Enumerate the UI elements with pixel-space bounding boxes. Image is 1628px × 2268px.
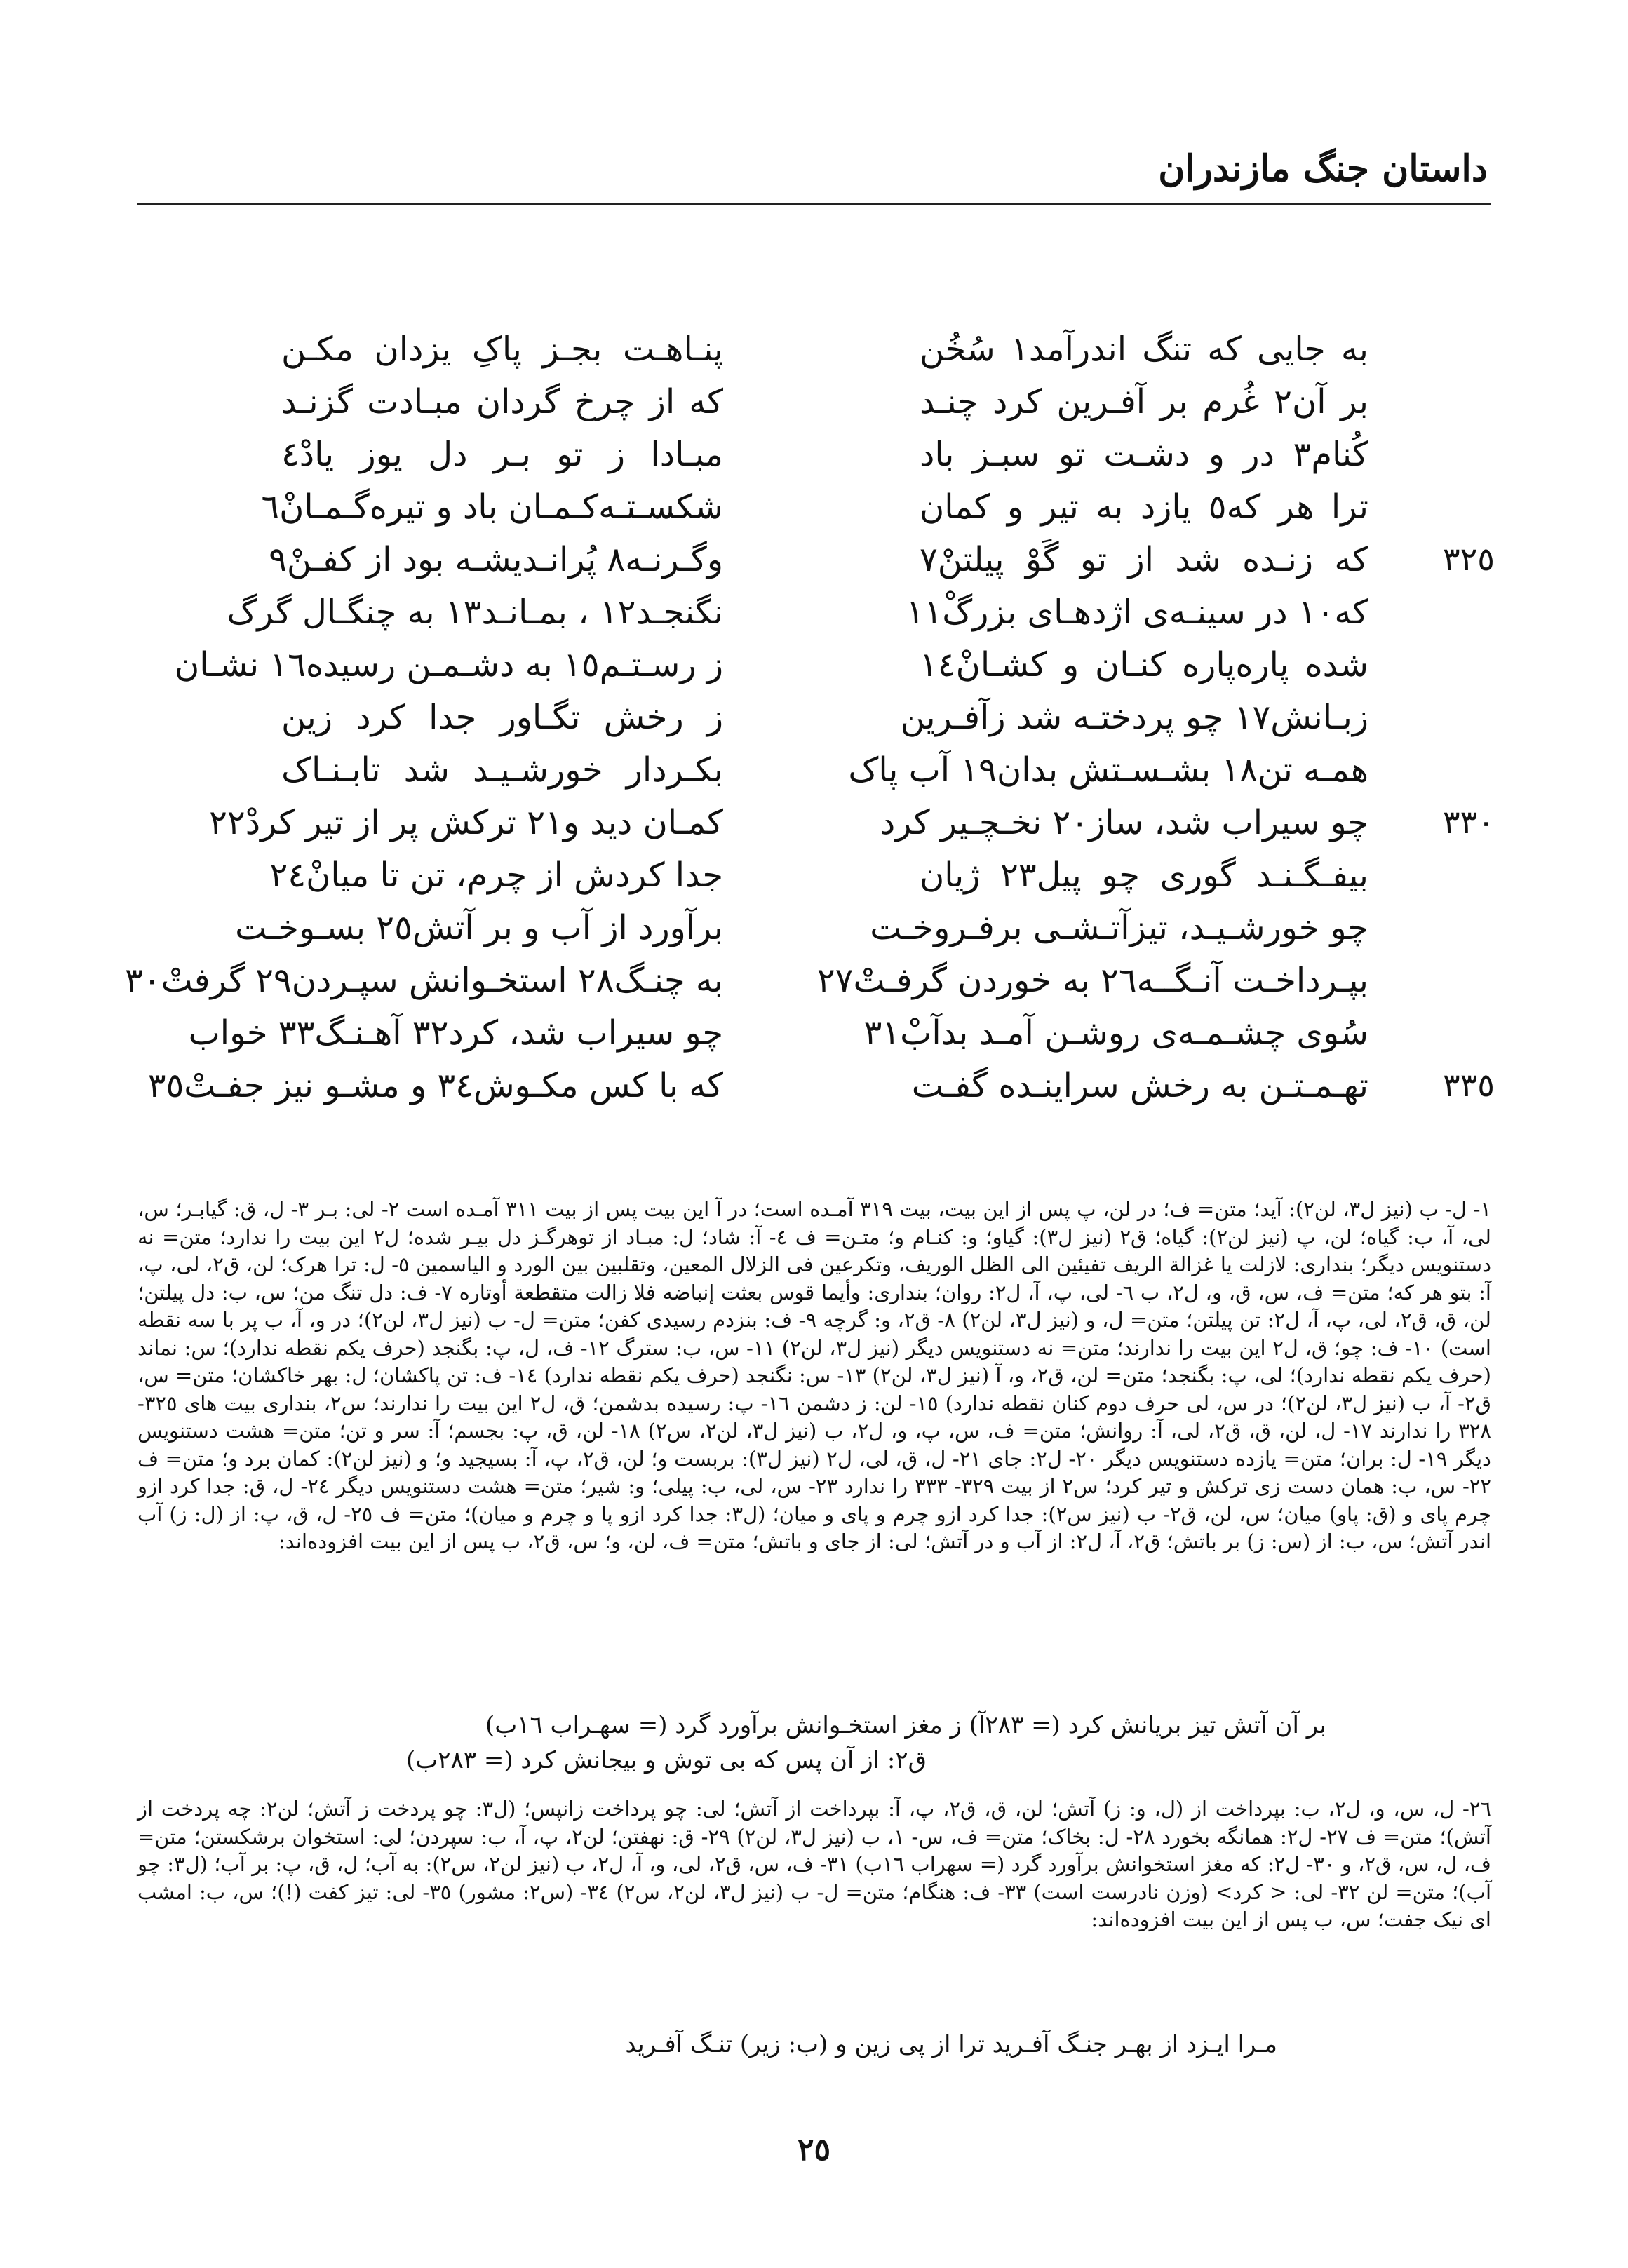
hemistich-second: وگـرنـه٨ پُرانـدیشـه بود از کفـنْ٩	[269, 540, 723, 579]
verse	[162, 698, 1495, 748]
hemistich-first: بر آن٢ غُرم بر آفـرین کرد چنـد	[920, 382, 1368, 421]
hemistich-second: به چنـگ٢٨ استخـوانش سپـردن٢٩ گرفتْ٣٠	[124, 961, 723, 1000]
hemistich-second: نگنجـد١٢ ، بمـانـد١٣ به چنگـال گرگ	[227, 593, 723, 632]
hemistich-first: بیفـگـنـد گوری چو پیل٢٣ ژیان	[920, 856, 1368, 895]
hemistich-second: پنـاهـت بجـز پاکِ یزدان مکـن	[281, 330, 723, 369]
verse	[162, 803, 1495, 853]
verse	[162, 330, 1495, 380]
hemistich-second: مبـادا ز تو بـر دل یوز یادْ٤	[281, 435, 723, 474]
footnotes-block-1: ١- ل- ب (نیز ل٣، لن٢): آید؛ متن= ف؛ در لن، پ پس از این بیت، بیت ٣١٩ آمـده است؛ در آ این بیت پس از بیت ٣١١ آمـده است ٢- لی: بـر ٣- ل، ق: گیابـر؛ س، لی، آ، ب: گیاه؛ لن، پ (نیز لن٢): گیاه؛ ق٢ (نیز ل٣): گیاو؛ و: کنـام و؛ متـن= ف ٤- آ: شاد؛ ل: مبـاد از توهرگـز دل بیـر شده؛ ل٢ این بیت را ندارد؛ متن= نه دستنویس دیگر؛ بنداری: لازلت یا غزالة الریف تفیئین الی الظل الوریف، وتکرعین فی الزلال المعین، وتقلبین بین الورد و الیاسمین ٥- ل: ترا هرک؛ لن، ق٢، لی، پ، آ: بتو هر که؛ متن= ف، س، ق، و، ل٢، ب ٦- لی، پ، آ، ل٢: روان؛ بنداری: وأیما قوس بعثت إنباضه فلا زالت متقطعة أوتاره ٧- ف: دل تنگ من؛ س، ب: دل پیلتن؛ لن، ق، ق٢، لی، پ، آ، ل٢: تن پیلتن؛ متن= ل، و (نیز ل٣، لن٢) ٨- ق٢، و: گرچه ٩- ف: بنزدم رسیدی کفن؛ متن= ل- ب (نیز ل٣، لن٢)؛ در و، آ، ب پر با سه نقطه است) ١٠- ف: چو؛ ق، ل٢ این بیت را ندارند؛ متن= نه دستنویس دیگر (نیز ل٣، لن٢) ١١- س، ب: سترگ ١٢- ف، ل، پ: بگنجد (حرف یکم نقطه ندارد)؛ س: نماند (حرف یکم نقطه ندارد)؛ لی، پ: بگنجد؛ متن= لن، ق٢، و، آ (نیز ل٣، لن٢) ١٣- س: نگنجد (حرف یکم نقطه ندارد) ١٤- ف: تن پاکشان؛ ل: بهر خاکشان؛ متن= س، ق٢- آ، ب (نیز ل٣، لن٢)؛ در س، لی حرف دوم کنان نقطه ندارد) ١٥- لن: ز دشمن ١٦- پ: رسیده بدشمن؛ ق، ل٢ این بیت را ندارند؛ س٢، بنداری بیت های ٣٢٥- ٣٢٨ را ندارند ١٧- ل، لن، ق، ق٢، لی، آ: روانش؛ متن= ف، س، پ، و، ل٢، ب (نیز ل٣، لن٢، س٢) ١٨- لن، ق، پ: بجسم؛ آ: سر و تن؛ متن= هشت دستنویس دیگر ١٩- ل: بران؛ متن= یازده دستنویس دیگر ٢٠- ل٢: جای ٢١- ل، ق، لی، ل٢ (نیز ل٣): بربست و؛ لن، ق٢، پ، آ: بسیجید و؛ و (نیز لن٢): کمان برد و؛ متن= ف ٢٢- س، ب: همان دست زی ترکش و تیر کرد؛ س٢ از بیت ٣٢٩- ٣٣٣ را ندارد ٢٣- س، لی، ب: پیلی؛ و: شیر؛ متن= هشت دستنویس دیگر ٢٤- ل، ق: جدا کرد ازو چرم پای و (ق: پاو) میان؛ س، لن، ق٢- ب (نیز س٢): جدا کرد ازو چرم و پای و میان؛ (ل٣: جدا کرد ازو پا و چرم و میان)؛ متن= ف ٢٥- ل، ق، پ: از (ل: ز) آب اندر آتش؛ س، ب: از (س: ز) بر باتش؛ ق٢، آ، ل٢: از آب و در آتش؛ لی: از جای و باتش؛ متن= ف، لن، و؛ س، ق٢، ب پس از این بیت افزوده‌اند:	[137, 1197, 1492, 1553]
verse	[162, 750, 1495, 801]
verse	[162, 856, 1495, 906]
verse	[162, 382, 1495, 433]
footnote-added-verse: بر آن آتش تیز بریانش کرد (= ٢٨٣آ) ز مغز استخـوانش برآورد گرد (= سهـراب ١٦ب)	[485, 1711, 1326, 1739]
verse	[124, 961, 1495, 1011]
hemistich-first: سُوی چشـمـه‌ی روشـن آمـد بدآبْ٣١	[863, 1013, 1368, 1053]
verse-number: ٣٢٥	[1442, 540, 1495, 578]
hemistich-second: شکسـتـه‌کـمـان باد و تیره‌گـمـانْ٦	[261, 487, 723, 527]
hemistich-first: که١٠ در سینـه‌ی اژدهـای بزرگْ١١	[906, 593, 1368, 632]
verse	[147, 1066, 1495, 1116]
verse-number: ٣٣٠	[1442, 803, 1495, 841]
hemistich-second: ز رخش تگـاور جدا کرد زین	[281, 698, 723, 737]
footnote-added-verse-variant: ق٢: از آن پس که بی توش و بیجانش کرد (= ٢٨٣ب)	[405, 1746, 927, 1774]
poem	[124, 330, 1495, 1119]
verse	[162, 435, 1495, 485]
verse	[162, 540, 1495, 590]
header-rule	[137, 203, 1491, 205]
verse	[162, 593, 1495, 643]
verse	[162, 908, 1495, 959]
hemistich-second: کمـان دید و٢١ ترکش پر از تیر کردْ٢٢	[209, 803, 723, 842]
page-title: داستان جنگ مازندران	[1158, 147, 1488, 190]
hemistich-second: که از چرخ گردان مبـادت گزنـد	[281, 382, 723, 421]
verse	[162, 645, 1495, 696]
hemistich-first: چو سیراب شد، ساز٢٠ نخـچـیر کرد	[880, 803, 1368, 842]
hemistich-first: تهـمـتـن به رخش سراینـده گفـت	[911, 1066, 1368, 1105]
hemistich-first: به جایی که تنگ اندرآمد١ سُخُن	[920, 330, 1369, 369]
page-number: ٢٥	[797, 2132, 831, 2168]
footnote-added-verse-final: مـرا ایـزد از بهـر جنـگ آفـرید ترا از پی زین و (ب: زیر) تنـگ آفـرید	[625, 2030, 1277, 2058]
footnotes-block-2: ٢٦- ل، س، و، ل٢، ب: بپرداخت از (ل، و: ز) آتش؛ لن، ق، ق٢، پ، آ: بپرداخت از آتش؛ لی: چو پرداخت زانپس؛ (ل٣: چو پردخت ز آتش؛ لن٢: چه پردخت از آتش)؛ متن= ف ٢٧- ل٢: همانگه بخورد ٢٨- ل: بخاک؛ متن= ف، س- ١، ب (نیز ل٣، لن٢) ٢٩- ق: نهفتن؛ لن٢، پ، آ، ب: سپردن؛ لی: استخوان برشکستن؛ متن= ف، ل، س، ق٢، و ٣٠- ل٢: که مغز استخوانش برآورد گرد (= سهراب ١٦ب) ٣١- ف، س، ق٢، لی، و، آ، ل٢، ب (نیز لن٢، س٢): به آب؛ ل، ق، پ: بر آب؛ (ل٣: چو آب)؛ متن= لن ٣٢- لی: < کرد> (وزن نادرست است) ٣٣- ف: هنگام؛ متن= ل- ب (نیز ل٣، لن٢، س٢) ٣٤- (س٢: مشور) ٣٥- لی: تیز کفت (!)؛ س، ب: امشب ای نیک جفت؛ س، ب پس از این بیت افزوده‌اند:	[137, 1797, 1492, 1931]
verse	[162, 487, 1495, 538]
hemistich-first: بپـرداخـت آنـگــه٢٦ به خوردن گرفـتْ٢٧	[816, 961, 1368, 1000]
hemistich-first: که زنـده شد از تو گَوْ پیلتنْ٧	[920, 540, 1368, 579]
hemistich-second: جدا کردش از چرم، تن تا میانْ٢٤	[269, 856, 723, 895]
hemistich-first: کُنام٣ در و دشـت تو سبـز باد	[920, 435, 1368, 474]
hemistich-first: ترا هر که٥ یازد به تیر و کمان	[920, 487, 1369, 527]
hemistich-first: شده پاره‌پاره کنـان و کشـانْ١٤	[920, 645, 1368, 684]
hemistich-first: همـه تن١٨ بشـسـتش بدان١٩ آب پاک	[848, 750, 1368, 790]
verse-number: ٣٣٥	[1442, 1066, 1495, 1104]
hemistich-second: چو سیراب شد، کرد٣٢ آهـنـگ٣٣ خواب	[188, 1013, 723, 1053]
verse	[162, 1013, 1495, 1064]
hemistich-second: ز رسـتـم١٥ به دشـمـن رسیده١٦ نشـان	[175, 645, 723, 684]
hemistich-first: زبـانش١٧ چو پردختـه شد زآفـرین	[900, 698, 1368, 737]
hemistich-second: برآورد از آب و بر آتش٢٥ بسـوخـت	[235, 908, 723, 947]
hemistich-second: که با کس مکـوش٣٤ و مشـو نیز جفـتْ٣٥	[147, 1066, 723, 1105]
hemistich-second: بکـردار خورشـیـد شد تابـنـاک	[281, 750, 723, 790]
hemistich-first: چو خورشـیـد، تیزآتـشـی برفـروخـت	[870, 908, 1368, 947]
